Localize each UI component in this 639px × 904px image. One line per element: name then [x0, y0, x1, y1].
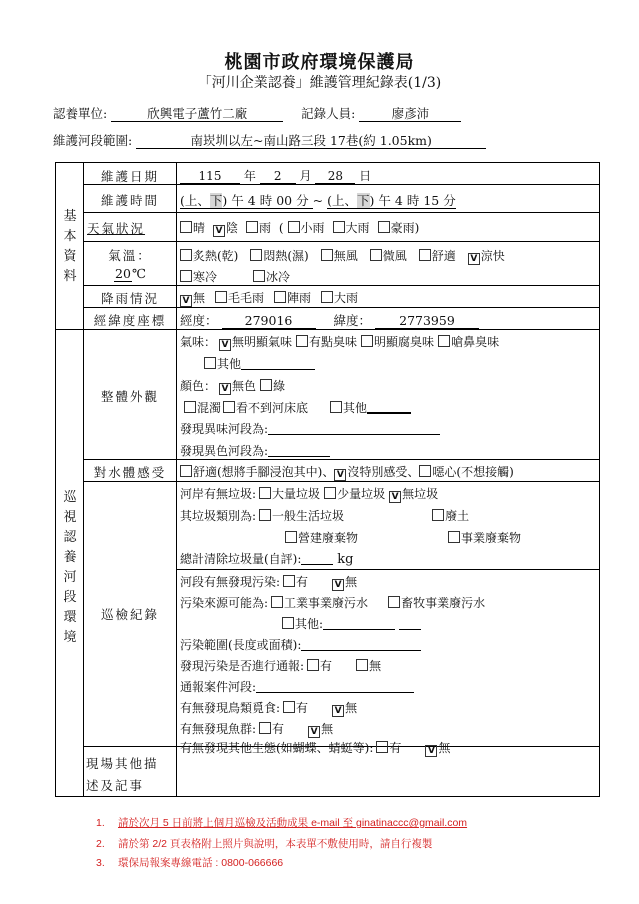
end-minute[interactable]: 15	[423, 193, 440, 208]
option-label: 大雨	[345, 221, 370, 235]
trash-total-input[interactable]	[301, 553, 333, 565]
row-label: 河段有無發現污染:	[180, 575, 281, 589]
checkbox-icon[interactable]	[321, 291, 333, 303]
checkbox-option[interactable]	[296, 335, 357, 349]
option-label: 畜牧事業廢污水	[401, 596, 486, 610]
checkbox-option[interactable]	[324, 487, 385, 501]
noon-label: 午	[378, 193, 391, 208]
date-label: 維護日期	[100, 169, 159, 184]
temperature-unit: ℃	[132, 266, 146, 281]
checkbox-icon[interactable]	[438, 335, 450, 347]
option-label: 無	[193, 291, 206, 305]
checkbox-option[interactable]	[204, 357, 241, 371]
color-options-2	[184, 399, 411, 416]
checkbox-option[interactable]	[180, 465, 334, 479]
checkbox-icon[interactable]	[321, 249, 333, 261]
coordinates-label: 經緯度座標	[93, 313, 167, 328]
checkbox-checked-icon[interactable]: V	[180, 295, 192, 307]
checkbox-checked-icon[interactable]: V	[219, 383, 231, 395]
section-patrol-label: 巡視認養河段環境	[63, 490, 77, 645]
checkbox-icon[interactable]	[259, 722, 271, 734]
row-label: 其垃圾類別為:	[180, 509, 257, 523]
checkbox-icon[interactable]	[388, 596, 400, 608]
checkbox-option[interactable]	[448, 531, 521, 545]
checkbox-icon[interactable]	[296, 335, 308, 347]
checkbox-icon[interactable]	[223, 401, 235, 413]
rain-options	[180, 289, 358, 307]
checkbox-icon[interactable]	[215, 291, 227, 303]
checkbox-checked-icon[interactable]: V	[425, 745, 437, 757]
pollution-range-label: 污染範圍(長度或面積):	[180, 638, 302, 652]
checkbox-option[interactable]	[332, 701, 357, 715]
am-option[interactable]: (上	[180, 193, 198, 208]
option-label: 毛毛雨	[228, 291, 265, 305]
divider	[56, 329, 599, 330]
checkbox-icon[interactable]	[283, 575, 295, 587]
footnote-number: 2.	[96, 838, 105, 850]
checkbox-checked-icon[interactable]: V	[389, 491, 401, 503]
notes-label: 現場其他描述及記事	[86, 756, 159, 793]
checkbox-checked-icon[interactable]: V	[468, 253, 480, 265]
option-label: 涼快	[480, 249, 505, 263]
coordinates-field	[180, 311, 479, 329]
checkbox-checked-icon[interactable]: V	[334, 469, 346, 481]
checkbox-icon[interactable]	[282, 617, 294, 629]
row-label: 有無發現其他生態(如蝴蝶、蜻蜓等):	[180, 741, 374, 755]
checkbox-option[interactable]	[180, 291, 205, 305]
pm-option-selected[interactable]: 下	[209, 193, 223, 208]
adoption-unit-row	[53, 104, 461, 122]
end-hour[interactable]: 4	[394, 193, 403, 208]
checkbox-icon[interactable]	[180, 221, 192, 233]
checkbox-option[interactable]	[274, 291, 311, 305]
checkbox-option[interactable]	[213, 221, 238, 235]
smell-options	[180, 333, 499, 351]
checkbox-icon[interactable]	[274, 291, 286, 303]
option-label: 嗆鼻臭味	[451, 335, 500, 349]
checkbox-icon[interactable]	[180, 465, 192, 477]
checkbox-option[interactable]	[378, 221, 420, 235]
checkbox-icon[interactable]	[204, 357, 216, 369]
option-label: 無風	[333, 249, 358, 263]
inspection-label: 巡檢紀錄	[100, 607, 159, 622]
color-options	[180, 377, 285, 395]
checkbox-icon[interactable]	[333, 221, 345, 233]
checkbox-icon[interactable]	[307, 659, 319, 671]
option-label: 炙熱(乾)	[193, 249, 239, 263]
checkbox-option[interactable]	[219, 379, 256, 393]
checkbox-option[interactable]	[246, 221, 284, 235]
divider	[83, 241, 599, 242]
checkbox-checked-icon[interactable]: V	[332, 579, 344, 591]
smell-other-option	[204, 355, 315, 372]
checkbox-icon[interactable]	[370, 249, 382, 261]
divider	[176, 163, 177, 796]
trash-total-label: 總計清除垃圾量(自評):	[180, 552, 302, 566]
checkbox-option[interactable]	[330, 401, 367, 415]
option-label: 陰	[226, 221, 239, 235]
time-field[interactable]	[180, 191, 456, 209]
pollution-range-input[interactable]	[301, 639, 421, 651]
date-day[interactable]: 28	[315, 169, 355, 184]
option-label: 小雨	[300, 221, 325, 235]
form-title: 「河川企業認養」維護管理紀錄表(1/3)	[197, 75, 442, 91]
row-label: 有無發現鳥類覓食:	[180, 701, 281, 715]
color-section-row	[180, 442, 330, 459]
color-section-input[interactable]	[268, 445, 330, 457]
checkbox-option[interactable]	[321, 249, 358, 263]
option-label: 晴	[193, 221, 206, 235]
trash-type-options-2	[285, 529, 521, 546]
temperature-value-row	[84, 266, 176, 282]
checkbox-option[interactable]	[282, 617, 323, 631]
option-label: 無色	[232, 379, 257, 393]
checkbox-option[interactable]	[308, 722, 333, 736]
birds-options	[180, 699, 357, 717]
footnote-2	[96, 836, 432, 851]
option-label: 無	[345, 575, 358, 589]
checkbox-option[interactable]	[253, 270, 290, 284]
checkbox-option[interactable]	[468, 249, 505, 263]
water-feeling-label: 對水體感受	[93, 465, 167, 480]
checkbox-option[interactable]	[180, 249, 238, 263]
divider	[83, 307, 599, 308]
checkbox-icon[interactable]	[184, 401, 196, 413]
checkbox-icon[interactable]	[378, 221, 390, 233]
checkbox-option[interactable]	[215, 291, 264, 305]
checkbox-option[interactable]	[223, 401, 308, 415]
pollution-options	[180, 573, 357, 591]
rain-label: 降雨情況	[100, 291, 159, 306]
checkbox-checked-icon[interactable]: V	[219, 339, 231, 351]
temperature-feel-options-2	[180, 268, 290, 285]
report-options	[180, 657, 381, 674]
checkbox-icon[interactable]	[361, 335, 373, 347]
minute-unit: 分	[296, 193, 309, 208]
start-minute[interactable]: 00	[276, 193, 293, 208]
minute-unit: 分	[443, 193, 456, 208]
longitude-value[interactable]: 279016	[222, 314, 316, 329]
checkbox-option[interactable]	[332, 575, 357, 589]
option-label: 無	[369, 659, 382, 673]
checkbox-option[interactable]	[180, 270, 217, 284]
option-label: 廢土	[445, 509, 470, 523]
checkbox-icon[interactable]	[260, 379, 272, 391]
option-label: 大量垃圾	[272, 487, 321, 501]
odor-section-row	[180, 420, 440, 437]
appearance-label: 整體外觀	[100, 389, 159, 404]
checkbox-icon[interactable]	[432, 509, 444, 521]
checkbox-checked-icon[interactable]: V	[308, 726, 320, 738]
checkbox-icon[interactable]	[253, 270, 265, 282]
checkbox-checked-icon[interactable]: V	[332, 705, 344, 717]
option-label: 有	[389, 741, 402, 755]
month-unit: 月	[299, 169, 312, 183]
checkbox-option[interactable]	[180, 221, 205, 235]
temperature-feel-options	[180, 247, 505, 265]
noon-label: 午	[231, 193, 244, 208]
checkbox-option[interactable]	[288, 221, 325, 235]
color-section-label: 發現異色河段為:	[180, 444, 269, 458]
source-other-input-2[interactable]	[399, 618, 421, 630]
checkbox-option[interactable]	[419, 465, 513, 479]
paren: )	[369, 193, 375, 208]
option-label: 無垃圾	[402, 487, 439, 501]
agency-title: 桃園市政府環境保護局	[224, 52, 415, 73]
checkbox-icon[interactable]	[271, 596, 283, 608]
option-label: 少量垃圾	[337, 487, 386, 501]
checkbox-option[interactable]	[419, 249, 456, 263]
option-label: 陣雨	[287, 291, 312, 305]
checkbox-checked-icon[interactable]: V	[213, 225, 225, 237]
unit-value[interactable]: 欣興電子蘆竹二廠	[111, 107, 283, 122]
option-label: 綠	[273, 379, 286, 393]
option-label: 舒適(想將手腳浸泡其中)、	[193, 465, 335, 479]
option-label: 大雨	[334, 291, 359, 305]
checkbox-icon[interactable]	[288, 221, 300, 233]
day-unit: 日	[359, 169, 372, 183]
option-label: 噁心(不想接觸)	[432, 465, 514, 479]
trash-unit: kg	[337, 552, 354, 567]
source-other-input[interactable]	[323, 618, 395, 630]
pm-option-selected[interactable]: 下	[357, 193, 370, 208]
option-label: 豪雨)	[390, 221, 420, 235]
fish-options	[180, 720, 333, 738]
row-label: 有無發現魚群:	[180, 722, 257, 736]
footnote-text: 環保局報案專線電話 : 0800-066666	[118, 857, 284, 869]
option-label: 明顯腐臭味	[374, 335, 435, 349]
divider	[83, 459, 599, 460]
recorder-label: 記錄人員:	[301, 106, 356, 121]
checkbox-icon[interactable]	[419, 465, 431, 477]
footnote-3	[96, 855, 283, 870]
checkbox-option[interactable]	[283, 575, 308, 589]
option-label: 無	[438, 741, 451, 755]
row-label: 氣味：	[180, 335, 217, 349]
year-unit: 年	[243, 169, 256, 183]
option-label: 寒冷	[193, 270, 218, 284]
divider	[83, 212, 599, 213]
option-label: 冰冷	[266, 270, 291, 284]
footnote-text: 請於第 2/2 頁表格附上照片與說明，本表單不敷使用時，請自行複製	[118, 838, 433, 850]
checkbox-option[interactable]	[283, 701, 308, 715]
divider	[83, 285, 599, 286]
date-month[interactable]: 2	[260, 169, 296, 184]
option-label: 微風	[382, 249, 407, 263]
checkbox-option[interactable]	[389, 487, 438, 501]
checkbox-option[interactable]	[438, 335, 499, 349]
checkbox-icon[interactable]	[246, 221, 258, 233]
footnote-text[interactable]: 請於次月 5 日前將上個月巡檢及活動成果 e-mail 至 ginatinaccc@gmail.com	[118, 817, 468, 829]
latitude-value[interactable]: 2773959	[375, 314, 479, 329]
section-basic-label: 基本資料	[63, 209, 77, 284]
option-label: 有	[320, 659, 333, 673]
pollution-source-options	[180, 594, 485, 611]
option-label: 有	[296, 701, 309, 715]
report-section-row	[180, 678, 414, 695]
time-label: 維護時間	[100, 193, 159, 208]
checkbox-option[interactable]	[361, 335, 434, 349]
checkbox-option[interactable]	[321, 291, 358, 305]
checkbox-icon[interactable]	[180, 249, 192, 261]
color-other-input[interactable]	[367, 401, 411, 414]
longitude-label: 經度：	[180, 313, 218, 328]
temperature-label: 氣溫：	[108, 248, 152, 263]
separator: 、	[344, 193, 357, 208]
date-field[interactable]	[180, 167, 371, 184]
range-label: 維護河段範圍:	[53, 133, 133, 148]
checkbox-option[interactable]	[271, 596, 368, 610]
footnote-number: 1.	[96, 817, 105, 829]
checkbox-option[interactable]	[370, 249, 407, 263]
checkbox-option[interactable]	[334, 465, 419, 479]
time-range-tilde: ~	[312, 193, 324, 208]
divider	[176, 569, 599, 570]
smell-other-input[interactable]	[241, 358, 315, 370]
row-label: 顏色：	[180, 379, 217, 393]
trash-options	[180, 485, 438, 503]
weather-options	[180, 219, 419, 237]
checkbox-icon[interactable]	[180, 270, 192, 282]
hour-unit: 時	[406, 193, 420, 208]
checkbox-icon[interactable]	[356, 659, 368, 671]
start-hour[interactable]: 4	[247, 193, 256, 208]
checkbox-option[interactable]	[356, 659, 381, 673]
option-label: 無明顯氣味	[232, 335, 293, 349]
checkbox-option[interactable]	[259, 509, 344, 523]
checkbox-option[interactable]	[259, 722, 284, 736]
pollution-source-other	[282, 615, 421, 632]
odor-section-input[interactable]	[268, 423, 440, 435]
option-label: 其他	[217, 357, 242, 371]
option-label: 雨 (	[259, 221, 284, 235]
checkbox-option[interactable]	[260, 379, 285, 393]
latitude-label: 緯度：	[333, 313, 371, 328]
divider	[83, 481, 599, 482]
checkbox-icon[interactable]	[283, 701, 295, 713]
checkbox-option[interactable]	[219, 335, 292, 349]
checkbox-icon[interactable]	[259, 509, 271, 521]
option-label: 一般生活垃圾	[272, 509, 345, 523]
checkbox-option[interactable]	[333, 221, 370, 235]
river-range-row	[53, 131, 486, 149]
checkbox-icon[interactable]	[250, 249, 262, 261]
option-label: 舒適	[431, 249, 456, 263]
checkbox-option[interactable]	[250, 249, 308, 263]
option-label: 無	[321, 722, 334, 736]
option-label: 營建廢棄物	[298, 531, 359, 545]
unit-label: 認養單位:	[53, 106, 108, 121]
checkbox-option[interactable]	[388, 596, 485, 610]
water-feeling-options	[180, 463, 514, 481]
checkbox-option[interactable]	[285, 531, 358, 545]
report-section-label: 通報案件河段:	[180, 680, 257, 694]
footnote-number: 3.	[96, 857, 105, 869]
option-label: 工業事業廢污水	[284, 596, 369, 610]
option-label: 混濁	[197, 401, 222, 415]
option-label: 有點臭味	[309, 335, 358, 349]
option-label: 有	[272, 722, 285, 736]
checkbox-option[interactable]	[307, 659, 332, 673]
am-option[interactable]: (上	[327, 193, 345, 208]
checkbox-icon[interactable]	[330, 401, 342, 413]
paren: )	[222, 193, 228, 208]
checkbox-option[interactable]	[432, 509, 469, 523]
date-year[interactable]: 115	[180, 169, 240, 184]
checkbox-icon[interactable]	[259, 487, 271, 499]
trash-total-row	[180, 550, 353, 567]
option-label: 事業廢棄物	[461, 531, 522, 545]
checkbox-option[interactable]	[259, 487, 320, 501]
option-label: 有	[296, 575, 309, 589]
temperature-value[interactable]: 20	[115, 266, 131, 281]
footnote-1	[96, 815, 467, 830]
checkbox-icon[interactable]	[285, 531, 297, 543]
notes-field[interactable]	[177, 747, 599, 795]
report-section-input[interactable]	[256, 681, 414, 693]
option-label: 其他:	[295, 617, 324, 631]
option-label: 悶熱(濕)	[263, 249, 309, 263]
row-label: 污染來源可能為:	[180, 596, 269, 610]
option-label: 沒特別感受、	[347, 465, 420, 479]
checkbox-option[interactable]	[184, 401, 221, 415]
checkbox-icon[interactable]	[448, 531, 460, 543]
trash-type-options	[180, 507, 469, 524]
row-label: 發現污染是否進行通報:	[180, 659, 305, 673]
recorder-value[interactable]: 廖彥沛	[359, 107, 461, 122]
row-label: 河岸有無垃圾:	[180, 487, 257, 501]
checkbox-icon[interactable]	[324, 487, 336, 499]
weather-label: 天氣狀況	[87, 221, 146, 236]
record-table	[55, 162, 600, 797]
option-label: 看不到河床底	[236, 401, 309, 415]
option-label: 其他	[343, 401, 368, 415]
checkbox-icon[interactable]	[419, 249, 431, 261]
range-value[interactable]: 南崁圳以左~南山路三段 17巷(約 1.05km)	[136, 134, 486, 149]
hour-unit: 時	[259, 193, 273, 208]
odor-section-label: 發現異味河段為:	[180, 422, 269, 436]
separator: 、	[197, 193, 210, 208]
pollution-range-row	[180, 636, 421, 653]
option-label: 無	[345, 701, 358, 715]
